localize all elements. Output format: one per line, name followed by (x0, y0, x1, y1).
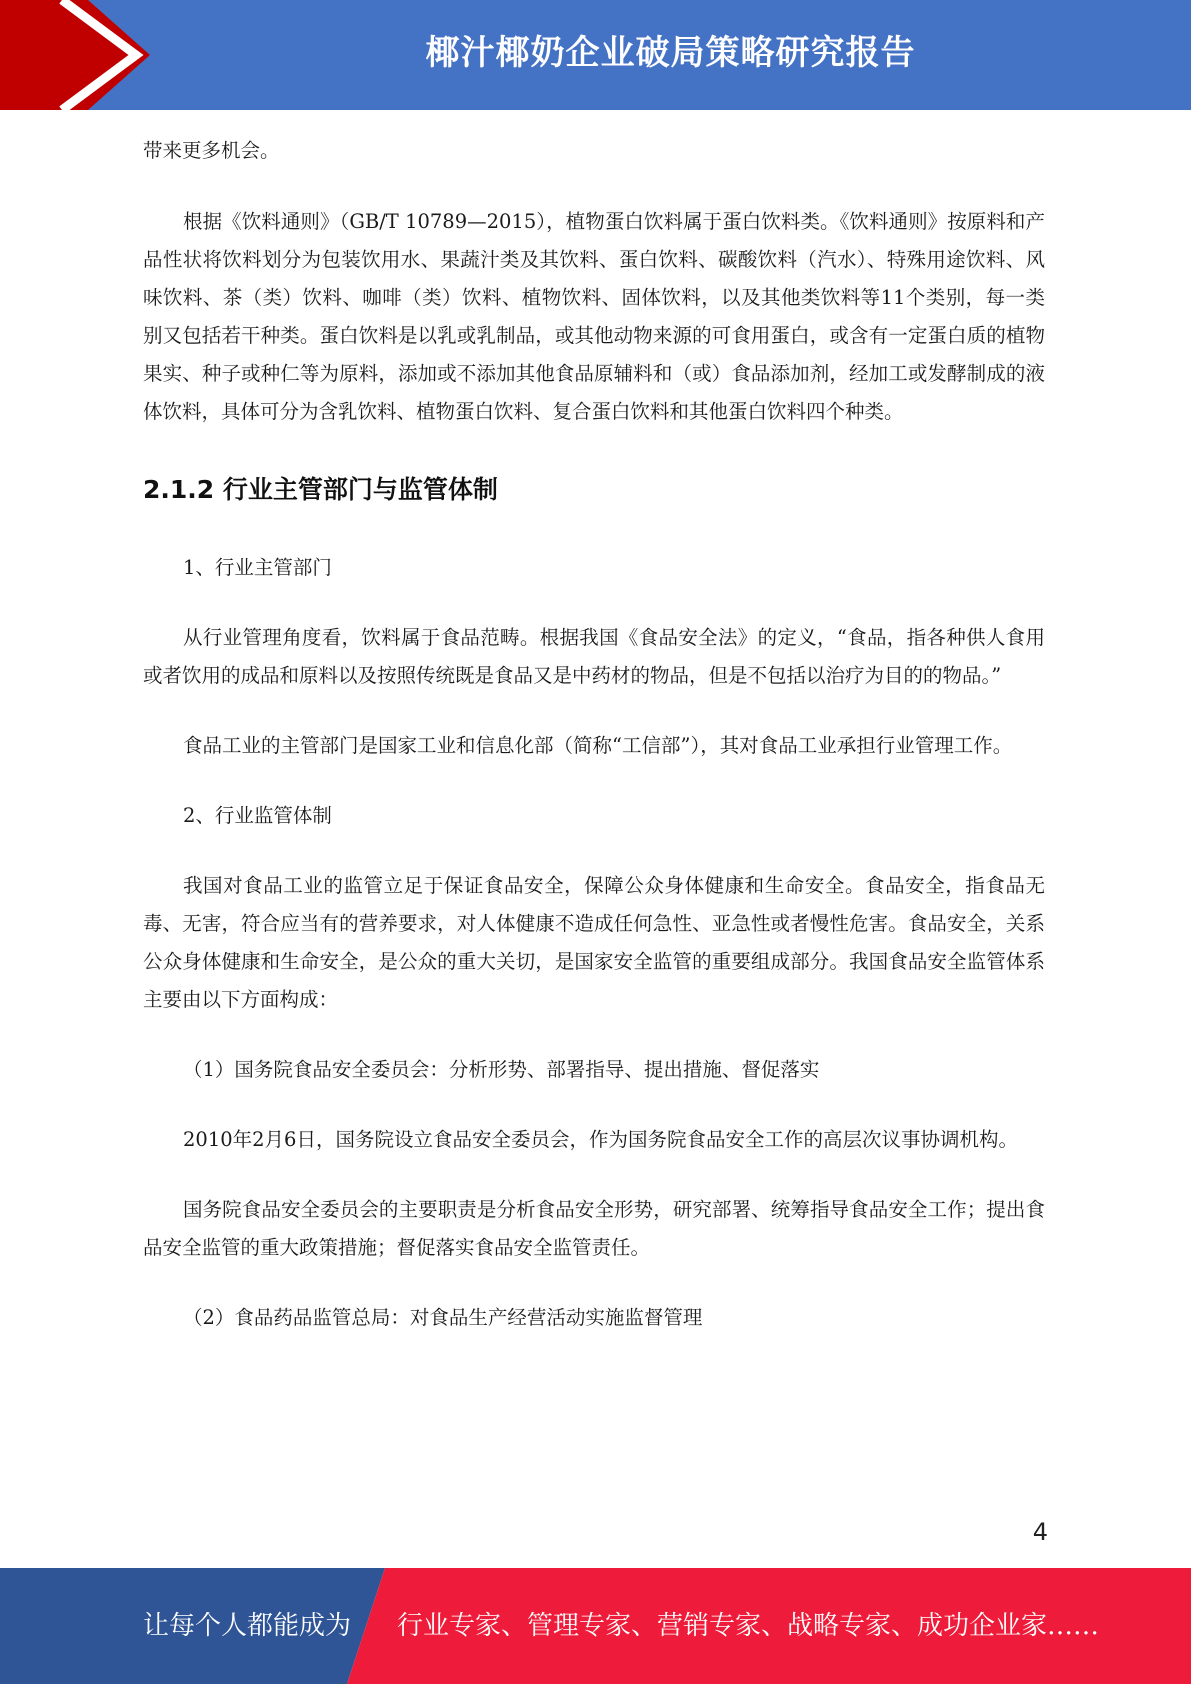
paragraph: 食品工业的主管部门是国家工业和信息化部（简称“工信部”），其对食品工业承担行业管理工作。 (183, 734, 1013, 757)
subheading: 1、行业主管部门 (183, 556, 332, 579)
list-item: （1）国务院食品安全委员会：分析形势、部署指导、提出措施、督促落实 (183, 1058, 820, 1081)
footer-slogan-right: 行业专家、管理专家、营销专家、战略专家、成功企业家…… (397, 1611, 1100, 1641)
footer-slogan-left: 让每个人都能成为 (143, 1611, 352, 1641)
report-title: 椰汁椰奶企业破局策略研究报告 (425, 33, 916, 73)
paragraph: 我国对食品工业的监管立足于保证食品安全，保障公众身体健康和生命安全。食品安全，指食品无毒、无害，符合应当有的营养要求，对人体健康不造成任何急性、亚急性或者慢性危害。食品安全，关系公众身体健康和生命安全，是公众的重大关切，是国家安全监管的重要组成部分。我国食品安全监管体系主要由以下方面构成： (143, 874, 1045, 1011)
header-arrow-decoration (0, 0, 150, 110)
document-body (143, 132, 1045, 1369)
paragraph: 根据《饮料通则》（GB/T 10789—2015），植物蛋白饮料属于蛋白饮料类。《饮料通则》按原料和产品性状将饮料划分为包装饮用水、果蔬汁类及其饮料、蛋白饮料、碳酸饮料（汽水）、特殊用途饮料、风味饮料、茶（类）饮料、咖啡（类）饮料、植物饮料、固体饮料，以及其他类饮料等11个类别，每一类别又包括若干种类。蛋白饮料是以乳或乳制品，或其他动物来源的可食用蛋白，或含有一定蛋白质的植物果实、种子或种仁等为原料，添加或不添加其他食品原辅料和（或）食品添加剂，经加工或发酵制成的液体饮料，具体可分为含乳饮料、植物蛋白饮料、复合蛋白饮料和其他蛋白饮料四个种类。 (143, 210, 1045, 423)
paragraph: 国务院食品安全委员会的主要职责是分析食品安全形势，研究部署、统筹指导食品安全工作；提出食品安全监管的重大政策措施；督促落实食品安全监管责任。 (143, 1198, 1045, 1259)
page-number: 4 (1032, 1518, 1048, 1546)
page-footer (0, 1568, 1191, 1684)
paragraph: 2010年2月6日，国务院设立食品安全委员会，作为国务院食品安全工作的高层次议事协调机构。 (183, 1128, 1018, 1151)
paragraph: 从行业管理角度看，饮料属于食品范畴。根据我国《食品安全法》的定义，“食品，指各种供人食用或者饮用的成品和原料以及按照传统既是食品又是中药材的物品，但是不包括以治疗为目的的物品。” (143, 626, 1045, 687)
paragraph: 带来更多机会。 (143, 139, 280, 162)
section-heading: 2.1.2 行业主管部门与监管体制 (143, 475, 498, 504)
subheading: 2、行业监管体制 (183, 804, 332, 827)
list-item: （2）食品药品监管总局：对食品生产经营活动实施监督管理 (183, 1306, 703, 1329)
page-header (0, 0, 1191, 110)
